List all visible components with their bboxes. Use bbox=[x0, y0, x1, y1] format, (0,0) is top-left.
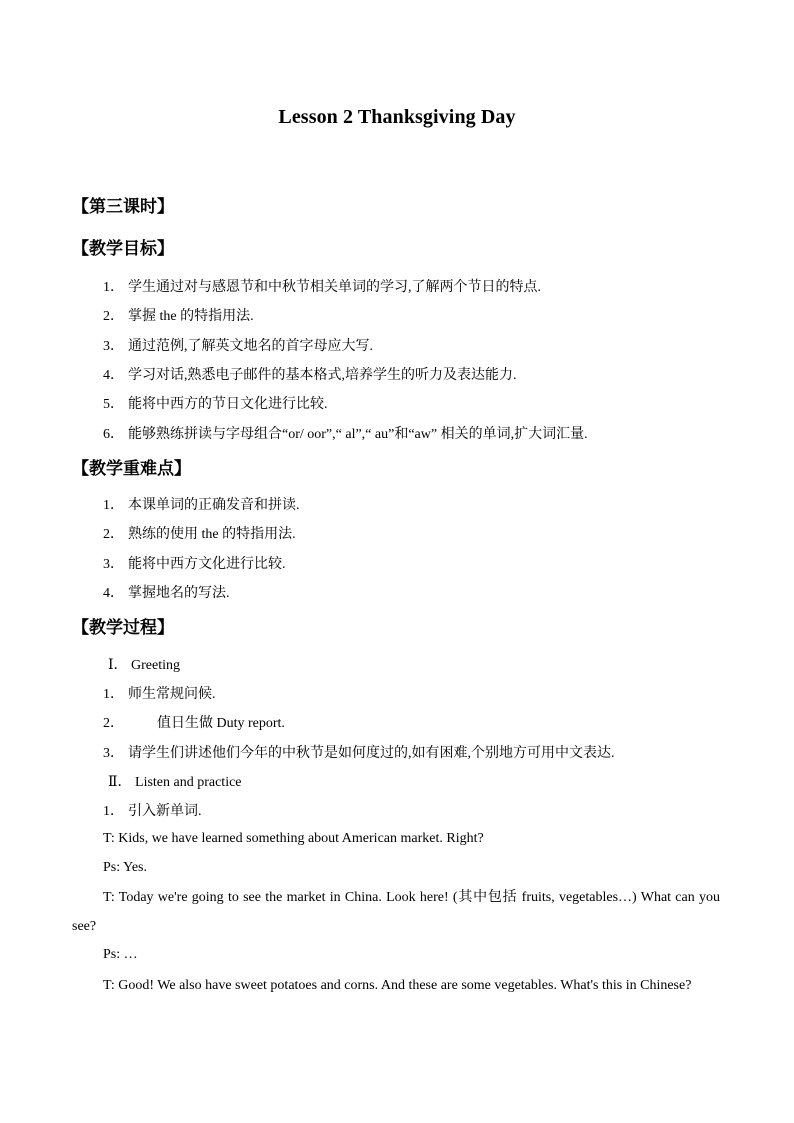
item-text: 熟练的使用 the 的特指用法. bbox=[128, 527, 296, 542]
dialogue-paragraph: T: Good! We also have sweet potatoes and corns. And these are some vegetables. What's this in Chinese? bbox=[103, 978, 692, 993]
item-number: 4． bbox=[103, 368, 124, 383]
section-process-heading: 【教学过程】 bbox=[72, 618, 174, 637]
item-text: 掌握 the 的特指用法. bbox=[128, 309, 254, 324]
objective-item bbox=[103, 335, 373, 355]
dialogue-paragraph: T: Today we're going to see the market in China. Look here! (其中包括 fruits, vegetables…) What can you see? bbox=[72, 890, 720, 934]
part1-heading: Ⅰ． Greeting bbox=[108, 658, 181, 673]
item-text: 能将中西方文化进行比较. bbox=[128, 557, 286, 572]
section-objectives-heading: 【教学目标】 bbox=[72, 239, 174, 258]
dialogue-line: Ps: … bbox=[103, 947, 138, 962]
dialogue-line: Ps: Yes. bbox=[103, 860, 147, 875]
section-period-heading: 【第三课时】 bbox=[72, 197, 174, 216]
item-text: 本课单词的正确发音和拼读. bbox=[128, 498, 300, 513]
item-text: 引入新单词. bbox=[128, 804, 202, 819]
key-point-item bbox=[103, 553, 286, 573]
item-number: 2． bbox=[103, 716, 124, 731]
process-item bbox=[103, 712, 285, 732]
objective-item bbox=[103, 393, 328, 413]
dialogue-line: T: Kids, we have learned something about American market. Right? bbox=[103, 831, 484, 846]
item-text: 请学生们讲述他们今年的中秋节是如何度过的,如有困难,个别地方可用中文表达. bbox=[128, 746, 615, 761]
part2-heading: Ⅱ． Listen and practice bbox=[108, 775, 242, 790]
key-point-item bbox=[103, 494, 300, 514]
item-number: 3． bbox=[103, 557, 124, 572]
item-number: 1． bbox=[103, 804, 124, 819]
key-point-item bbox=[103, 523, 296, 543]
key-point-item bbox=[103, 582, 230, 602]
page-title: Lesson 2 Thanksgiving Day bbox=[278, 106, 516, 128]
process-item bbox=[103, 683, 216, 703]
item-number: 3． bbox=[103, 746, 124, 761]
objective-item bbox=[103, 364, 517, 384]
process-item bbox=[103, 800, 202, 820]
item-number: 1． bbox=[103, 687, 124, 702]
section-key-points-heading: 【教学重难点】 bbox=[72, 459, 191, 478]
item-number: 2． bbox=[103, 527, 124, 542]
item-number: 3． bbox=[103, 339, 124, 354]
item-text: 师生常规问候. bbox=[128, 687, 216, 702]
objective-item bbox=[103, 423, 588, 443]
item-text: 值日生做 Duty report. bbox=[157, 716, 285, 731]
item-text: 学生通过对与感恩节和中秋节相关单词的学习,了解两个节日的特点. bbox=[128, 280, 541, 295]
item-text: 能够熟练拼读与字母组合“or/ oor”,“ al”,“ au”和“aw” 相关的单词,扩大词汇量. bbox=[128, 427, 588, 442]
item-number: 1． bbox=[103, 280, 124, 295]
objective-item bbox=[103, 276, 541, 296]
item-number: 1． bbox=[103, 498, 124, 513]
item-text: 通过范例,了解英文地名的首字母应大写. bbox=[128, 339, 373, 354]
item-text: 掌握地名的写法. bbox=[128, 586, 230, 601]
item-number: 2． bbox=[103, 309, 124, 324]
objective-item bbox=[103, 305, 254, 325]
item-number: 4． bbox=[103, 586, 124, 601]
process-item bbox=[103, 742, 615, 762]
item-text: 学习对话,熟悉电子邮件的基本格式,培养学生的听力及表达能力. bbox=[128, 368, 517, 383]
item-number: 5． bbox=[103, 397, 124, 412]
item-text: 能将中西方的节日文化进行比较. bbox=[128, 397, 328, 412]
item-number: 6． bbox=[103, 427, 124, 442]
